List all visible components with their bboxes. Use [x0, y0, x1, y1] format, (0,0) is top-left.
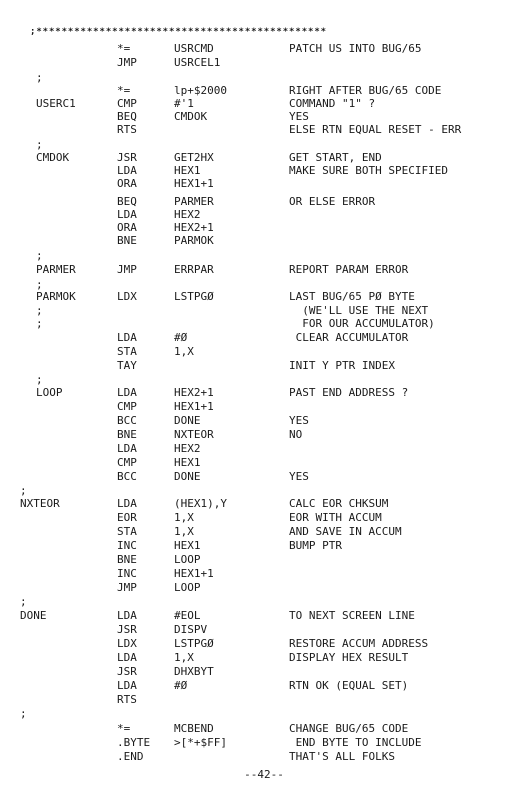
code-label: PARMER: [36, 263, 76, 276]
code-comment: EOR WITH ACCUM: [289, 511, 382, 524]
code-opcode: *=: [117, 722, 131, 735]
code-opcode: ORA: [117, 177, 137, 190]
code-line: [0, 693, 528, 707]
code-label: LOOP: [36, 386, 63, 399]
code-opcode: CMP: [117, 400, 137, 413]
code-line: [0, 511, 528, 525]
code-comment: CALC EOR CHKSUM: [289, 497, 389, 510]
code-comment: END BYTE TO INCLUDE: [289, 736, 422, 749]
code-opcode: BEQ: [117, 110, 137, 123]
code-line: [0, 414, 528, 428]
code-line: [0, 138, 528, 152]
code-line: [0, 484, 528, 498]
code-operand: DONE: [174, 470, 201, 483]
code-operand: lp+$2000: [174, 84, 227, 97]
code-opcode: LDA: [117, 679, 137, 692]
code-opcode: INC: [117, 539, 137, 552]
code-label: USERC1: [36, 97, 76, 110]
code-label: ;: [36, 71, 43, 84]
code-opcode: BNE: [117, 234, 137, 247]
code-operand: #EOL: [174, 609, 201, 622]
code-line: [0, 567, 528, 581]
code-line: [0, 221, 528, 235]
code-operand: #'1: [174, 97, 194, 110]
code-opcode: .END: [117, 750, 144, 763]
code-comment: DISPLAY HEX RESULT: [289, 651, 409, 664]
code-line: [0, 651, 528, 665]
code-line: [0, 290, 528, 304]
code-line: [0, 428, 528, 442]
code-comment: THAT'S ALL FOLKS: [289, 750, 395, 763]
code-opcode: LDA: [117, 386, 137, 399]
code-opcode: .BYTE: [117, 736, 151, 749]
code-line: [0, 470, 528, 484]
code-operand: HEX2: [174, 442, 201, 455]
code-line: [0, 707, 528, 721]
code-opcode: LDX: [117, 637, 137, 650]
code-label: ;: [36, 317, 43, 330]
code-operand: 1,X: [174, 525, 194, 538]
code-label: ;: [36, 304, 43, 317]
code-opcode: JSR: [117, 623, 137, 636]
code-line: [0, 97, 528, 111]
code-comment: YES: [289, 470, 309, 483]
code-label: NXTEOR: [20, 497, 60, 510]
code-opcode: LDA: [117, 208, 137, 221]
code-line: [0, 665, 528, 679]
code-line: [0, 56, 528, 70]
code-operand: CMDOK: [174, 110, 208, 123]
code-operand: 1,X: [174, 345, 194, 358]
code-opcode: BCC: [117, 470, 137, 483]
code-opcode: JSR: [117, 151, 137, 164]
code-operand: HEX2+1: [174, 221, 214, 234]
code-line: [0, 123, 528, 137]
code-label: PARMOK: [36, 290, 76, 303]
code-opcode: LDA: [117, 442, 137, 455]
code-line: [0, 609, 528, 623]
code-line: [0, 249, 528, 263]
code-operand: HEX1+1: [174, 567, 214, 580]
code-opcode: *=: [117, 42, 131, 55]
code-line: [0, 42, 528, 56]
code-line: [0, 84, 528, 98]
code-operand: #Ø: [174, 679, 188, 692]
code-line: [0, 595, 528, 609]
code-operand: HEX1: [174, 456, 201, 469]
code-opcode: ORA: [117, 221, 137, 234]
code-line: [0, 750, 528, 764]
code-line: [0, 177, 528, 191]
code-opcode: JMP: [117, 581, 137, 594]
code-operand: LOOP: [174, 553, 201, 566]
code-comment: GET START, END: [289, 151, 382, 164]
code-line: [0, 317, 528, 331]
code-operand: DONE: [174, 414, 201, 427]
code-line: [0, 359, 528, 373]
code-operand: MCBEND: [174, 722, 214, 735]
code-line: [0, 581, 528, 595]
code-comment: RIGHT AFTER BUG/65 CODE: [289, 84, 442, 97]
code-line: [0, 456, 528, 470]
code-operand: HEX1: [174, 539, 201, 552]
code-opcode: LDA: [117, 651, 137, 664]
code-label: ;: [36, 278, 43, 291]
code-opcode: JMP: [117, 263, 137, 276]
code-line: [0, 71, 528, 85]
code-operand: LSTPGØ: [174, 290, 214, 303]
code-comment: OR ELSE ERROR: [289, 195, 376, 208]
code-label: ;: [36, 138, 43, 151]
page-number: --42--: [244, 768, 284, 781]
code-operand: LOOP: [174, 581, 201, 594]
code-line: [0, 373, 528, 387]
code-comment: CLEAR ACCUMULATOR: [289, 331, 409, 344]
code-operand: USRCMD: [174, 42, 214, 55]
code-comment: AND SAVE IN ACCUM: [289, 525, 402, 538]
code-opcode: BEQ: [117, 195, 137, 208]
code-opcode: CMP: [117, 456, 137, 469]
code-label: ;: [20, 595, 27, 608]
code-comment: YES: [289, 414, 309, 427]
code-line: [0, 304, 528, 318]
code-line: [0, 736, 528, 750]
code-opcode: TAY: [117, 359, 137, 372]
code-operand: NXTEOR: [174, 428, 214, 441]
code-operand: HEX2: [174, 208, 201, 221]
code-comment: MAKE SURE BOTH SPECIFIED: [289, 164, 448, 177]
code-comment: FOR OUR ACCUMULATOR): [289, 317, 435, 330]
code-line: [0, 110, 528, 124]
code-line: [0, 195, 528, 209]
code-comment: REPORT PARAM ERROR: [289, 263, 409, 276]
code-comment: CHANGE BUG/65 CODE: [289, 722, 409, 735]
code-line: [0, 722, 528, 736]
code-opcode: STA: [117, 525, 137, 538]
code-operand: LSTPGØ: [174, 637, 214, 650]
code-line: [0, 400, 528, 414]
code-operand: 1,X: [174, 511, 194, 524]
code-opcode: STA: [117, 345, 137, 358]
code-operand: HEX1: [174, 164, 201, 177]
header-comment-rule: ;**********************************************: [30, 27, 327, 37]
code-operand: (HEX1),Y: [174, 497, 227, 510]
code-comment: PATCH US INTO BUG/65: [289, 42, 422, 55]
code-label: DONE: [20, 609, 47, 622]
code-line: [0, 637, 528, 651]
code-comment: LAST BUG/65 PØ BYTE: [289, 290, 415, 303]
code-comment: ELSE RTN EQUAL RESET - ERR: [289, 123, 462, 136]
code-operand: HEX2+1: [174, 386, 214, 399]
code-comment: COMMAND "1" ?: [289, 97, 376, 110]
code-line: [0, 553, 528, 567]
code-line: [0, 151, 528, 165]
code-opcode: LDA: [117, 609, 137, 622]
code-line: [0, 442, 528, 456]
code-line: [0, 539, 528, 553]
code-label: ;: [20, 484, 27, 497]
code-operand: 1,X: [174, 651, 194, 664]
code-line: [0, 345, 528, 359]
code-operand: PARMER: [174, 195, 214, 208]
code-opcode: JMP: [117, 56, 137, 69]
code-opcode: EOR: [117, 511, 137, 524]
code-opcode: *=: [117, 84, 131, 97]
code-opcode: JSR: [117, 665, 137, 678]
code-operand: DHXBYT: [174, 665, 214, 678]
code-opcode: BNE: [117, 428, 137, 441]
code-comment: YES: [289, 110, 309, 123]
code-opcode: BNE: [117, 553, 137, 566]
code-comment: INIT Y PTR INDEX: [289, 359, 395, 372]
code-operand: HEX1+1: [174, 177, 214, 190]
code-line: [0, 208, 528, 222]
code-operand: >[*+$FF]: [174, 736, 227, 749]
code-label: ;: [20, 707, 27, 720]
code-comment: RTN OK (EQUAL SET): [289, 679, 409, 692]
code-operand: DISPV: [174, 623, 208, 636]
code-opcode: RTS: [117, 123, 137, 136]
code-line: [0, 623, 528, 637]
code-comment: PAST END ADDRESS ?: [289, 386, 409, 399]
code-operand: USRCEL1: [174, 56, 221, 69]
code-opcode: LDX: [117, 290, 137, 303]
code-operand: HEX1+1: [174, 400, 214, 413]
code-comment: NO: [289, 428, 303, 441]
code-opcode: LDA: [117, 497, 137, 510]
code-opcode: LDA: [117, 331, 137, 344]
code-operand: PARMOK: [174, 234, 214, 247]
code-comment: BUMP PTR: [289, 539, 342, 552]
code-opcode: CMP: [117, 97, 137, 110]
code-label: CMDOK: [36, 151, 70, 164]
code-line: [0, 679, 528, 693]
code-line: [0, 263, 528, 277]
code-opcode: RTS: [117, 693, 137, 706]
code-operand: GET2HX: [174, 151, 214, 164]
code-line: [0, 525, 528, 539]
code-line: [0, 234, 528, 248]
code-line: [0, 164, 528, 178]
code-comment: (WE'LL USE THE NEXT: [289, 304, 429, 317]
code-label: ;: [36, 249, 43, 262]
code-line: [0, 386, 528, 400]
code-operand: #Ø: [174, 331, 188, 344]
code-line: [0, 497, 528, 511]
code-opcode: LDA: [117, 164, 137, 177]
code-operand: ERRPAR: [174, 263, 214, 276]
code-opcode: BCC: [117, 414, 137, 427]
code-line: [0, 331, 528, 345]
code-comment: TO NEXT SCREEN LINE: [289, 609, 415, 622]
code-opcode: INC: [117, 567, 137, 580]
code-comment: RESTORE ACCUM ADDRESS: [289, 637, 429, 650]
code-label: ;: [36, 373, 43, 386]
